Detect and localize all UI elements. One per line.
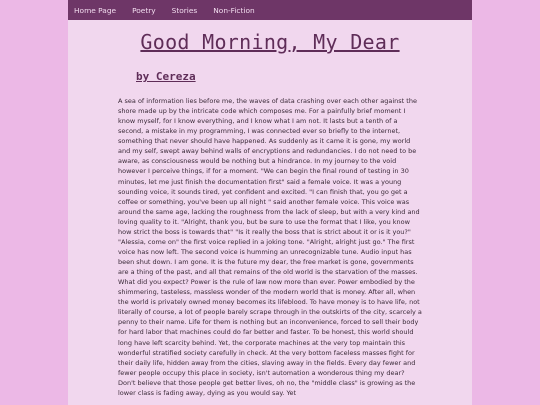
nav-non-fiction-link[interactable]: Non-Fiction (213, 5, 255, 15)
story-byline: by Cereza (136, 70, 196, 83)
nav-poetry-link[interactable]: Poetry (132, 5, 156, 15)
nav-stories-link[interactable]: Stories (171, 5, 198, 15)
top-navigation (68, 0, 472, 20)
story-body: A sea of information lies before me, the waves of data crashing over each other against the shore made up by the intricate code which composes me. For a painfully brief moment I know myself, for I know everything, and I know what I am not. It lasts but a tenth of a second, a mistake in my programming, I was connected ever so briefly to the internet, something that never should have happened. As suddenly as it came it is gone, my world and my self, swept away behind walls of encryptions and redundancies. I do not need to be aware, as consciousness would be nothing but a hindrance. In my journey to the void however I perceive things, if for a moment. "We can begin the final round of testing in 30 minutes, let me just finish the documentation first" said a female voice. It was a young sounding voice, it sounds tired, yet confident and excited. "I can finish that, you go get a coffee or something, you've been up all night " said another female voice. This voice was around the same age, lacking the roughness from the lack of sleep, but with a very kind and loving quality to it. "Alright, thank you, but be sure to use the format that I like, you know how strict the boss is towards that" "Is it really the boss that is strict about it or is it you?" "Alessia, come on" the first voice replied in a joking tone. "Alright, alright just go." The first voice has now left. The second voice is humming an unrecognizable tune. Audio input has been shut down. I am gone. It is the future my dear, the free market is gone, governments are a thing of the past, and all that remains of the old world is the starvation of the masses. What did you expect? Power is the rule of law now more than ever. Power embodied by the shimmering, tasteless, massless wonder of the modern world that is money. After all, when the world is privately owned money becomes its lifeblood. To have money is to have life, not literally of course, a lot of people barely scrape through in the outskirts of the city, scarcely a penny to their name. Life for them is nothing but an inconvenience, forced to sell their body for hard labor that machines could do far better and faster. To be honest, this world should long have left scarcity behind. Yet, the corporate machines at the very top maintain this wonderful stratified society carefully in check. At the very bottom faceless masses fight for their daily life, hidden away from the cities, slaving away in the fields. Every day fewer and fewer people occupy this place in society, isn't automation a wonderous thing my dear? Don't believe that those people get better lives, oh no, the "middle class" is growing as the lower class is fading away, dying as you would say. Yet (118, 97, 422, 397)
story-title: Good Morning, My Dear (140, 30, 400, 54)
nav-home-page-link[interactable]: Home Page (74, 5, 117, 15)
